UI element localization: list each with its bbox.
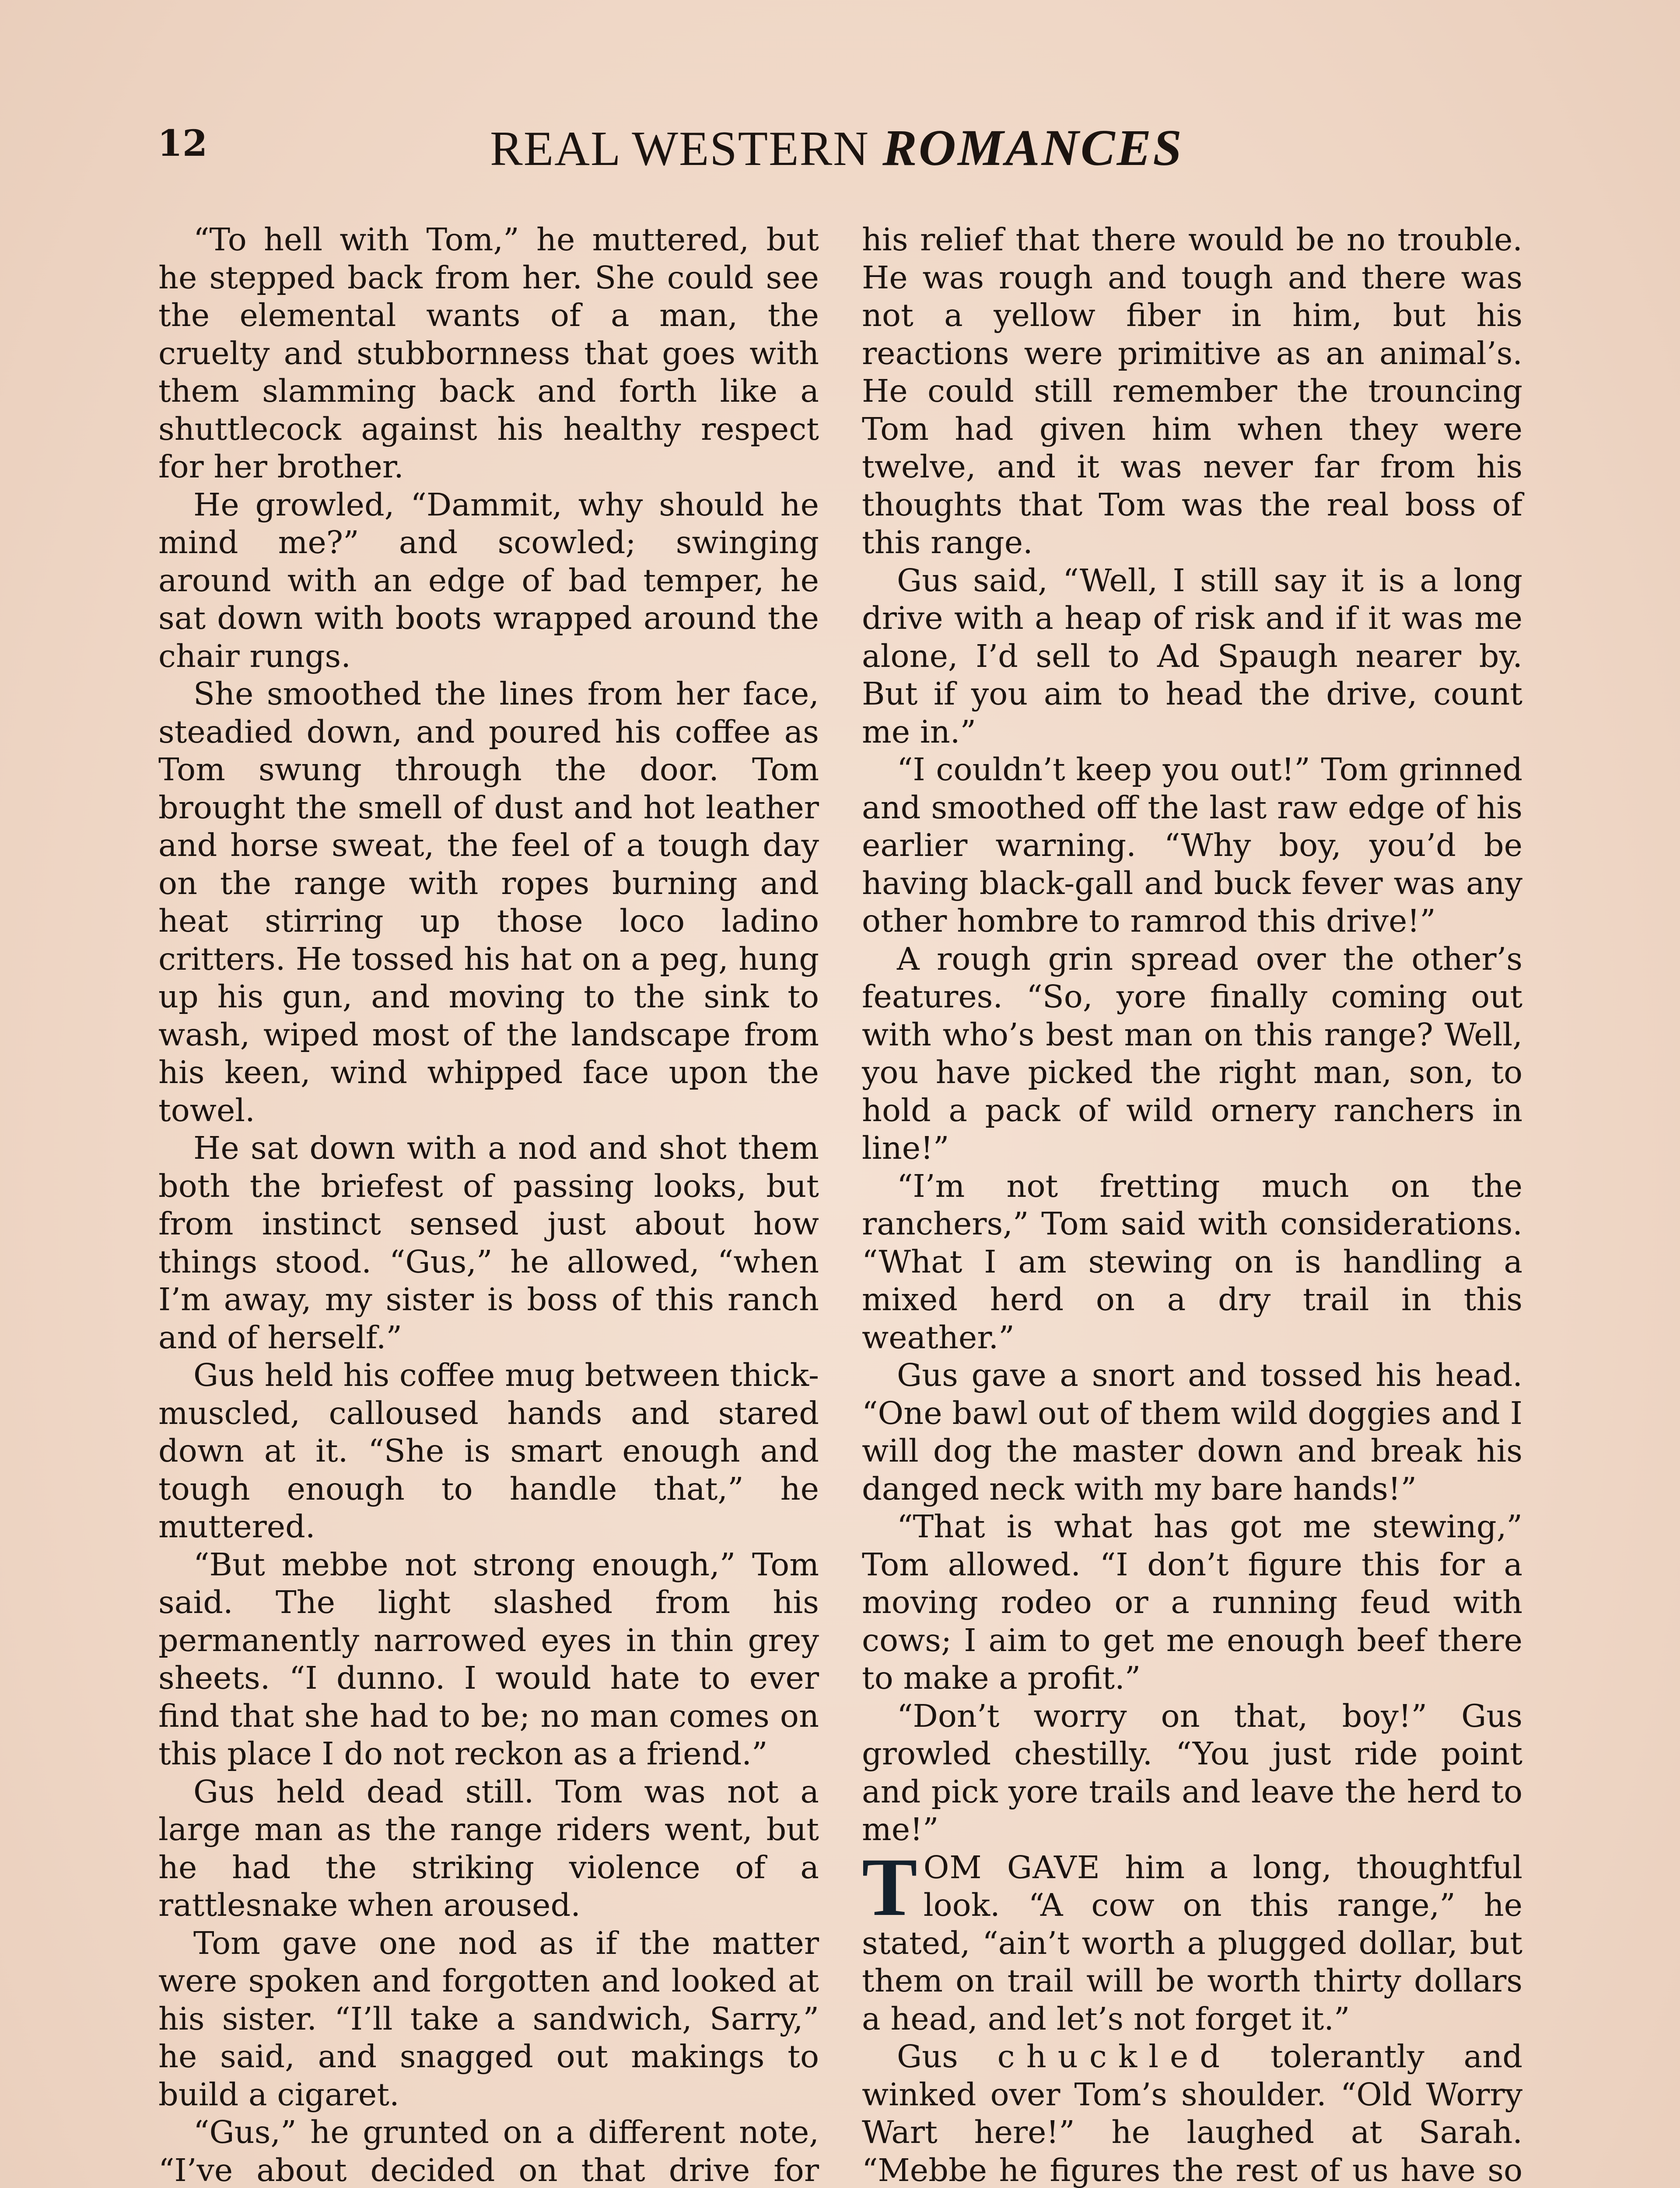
paragraph: “I couldn’t keep you out!” Tom grinned and smoothed off the last raw edge of his earlier warning. “Why boy, you’d be having black-gall and buck fever was any other hombre to ramrod this drive!” <box>862 751 1522 939</box>
paragraph <box>862 2038 1522 2188</box>
right-column <box>862 221 1522 2188</box>
paragraph: “That is what has got me stewing,” Tom allowed. “I don’t figure this for a moving rodeo or a running feud with cows; I aim to get me enough beef there to make a profit.” <box>862 1508 1522 1696</box>
paragraph: “To hell with Tom,” he muttered, but he stepped back from her. She could see the elemental wants of a man, the cruelty and stubbornness that goes with them slamming back and forth like a shuttlecock against his healthy respect for her brother. <box>158 221 819 485</box>
page-header <box>158 118 1208 193</box>
magazine-title <box>490 118 1183 178</box>
section-opening-paragraph <box>862 1841 1523 2038</box>
drop-cap: T <box>862 1841 917 1933</box>
paragraph: Gus gave a snort and tossed his head. “One bawl out of them wild doggies and I will dog the master down and break his danged neck with my bare hands!” <box>862 1357 1522 1507</box>
paragraph-text: Gus <box>897 2038 998 2075</box>
paragraph-text: tolerantly and winked over Tom’s shoulder. “Old Worry Wart here!” he laughed at Sarah. “Mebbe he figures the rest of us have so <box>862 2038 1522 2188</box>
paragraph: “Don’t worry on that, boy!” Gus growled chestilly. “You just ride point and pick yore trails and leave the herd to me!” <box>862 1697 1522 1848</box>
letterspaced-word: chuckled <box>997 2038 1232 2075</box>
paragraph: A rough grin spread over the other’s features. “So, yore finally coming out with who’s best man on this range? Well, you have picked the right man, son, to hold a pack of wild ornery ranchers in line!” <box>862 940 1522 1166</box>
paragraph-text: him a long, thoughtful look. “A cow on this range,” he stated, “ain’t worth a plugged dollar, but them on trail will be worth thirty dollars a head, and let’s not forget it.” <box>862 1849 1523 2037</box>
paragraph: He growled, “Dammit, why should he mind me?” and scowled; swinging around with an edge of bad temper, he sat down with boots wrapped around the chair rungs. <box>158 486 819 674</box>
paragraph: Gus said, “Well, I still say it is a long drive with a heap of risk and if it was me alone, I’d sell to Ad Spaugh nearer by. But if you aim to head the drive, count me in.” <box>862 562 1522 750</box>
title-plain: REAL WESTERN <box>490 122 870 176</box>
paragraph: “Gus,” he grunted on a different note, “I’ve about decided on that drive for <box>158 2114 819 2188</box>
page-number: 12 <box>158 123 208 165</box>
paragraph: He sat down with a nod and shot them both the briefest of passing looks, but from instinct sensed just about how things stood. “Gus,” he allowed, “when I’m away, my sister is boss of this ranch and of herself.” <box>158 1130 819 1356</box>
small-caps-lead: OM GAVE <box>923 1849 1100 1886</box>
paragraph: Gus held dead still. Tom was not a large man as the range riders went, but he had the striking violence of a rattlesnake when aroused. <box>158 1773 819 1923</box>
paragraph: “But mebbe not strong enough,” Tom said. The light slashed from his permanently narrowed eyes in thin grey sheets. “I dunno. I would hate to ever find that she had to be; no man comes on this place I do not reckon as a friend.” <box>158 1546 819 1772</box>
paragraph: She smoothed the lines from her face, steadied down, and poured his coffee as Tom swung through the door. Tom brought the smell of dust and hot leather and horse sweat, the feel of a tough day on the range with ropes burning and heat stirring up those loco ladino critters. He tossed his hat on a peg, hung up his gun, and moving to the sink to wash, wiped most of the landscape from his keen, wind whipped face upon the towel. <box>158 676 819 1129</box>
paragraph: “I’m not fretting much on the ranchers,” Tom said with considerations. “What I am stewing on is handling a mixed herd on a dry trail in this weather.” <box>862 1168 1522 1356</box>
left-column <box>158 221 819 2188</box>
paragraph-continued: his relief that there would be no trouble. He was rough and tough and there was not a yellow fiber in him, but his reactions were primitive as an animal’s. He could still remember the trouncing Tom had given him when they were twelve, and it was never far from his thoughts that Tom was the real boss of this range. <box>862 221 1522 561</box>
paragraph: Gus held his coffee mug between thick-muscled, calloused hands and stared down at it. “She is smart enough and tough enough to handle that,” he muttered. <box>158 1357 819 1545</box>
title-brand: ROMANCES <box>882 119 1183 176</box>
paragraph: Tom gave one nod as if the matter were spoken and forgotten and looked at his sister. “I’ll take a sandwich, Sarry,” he said, and snagged out makings to build a cigaret. <box>158 1925 819 2113</box>
